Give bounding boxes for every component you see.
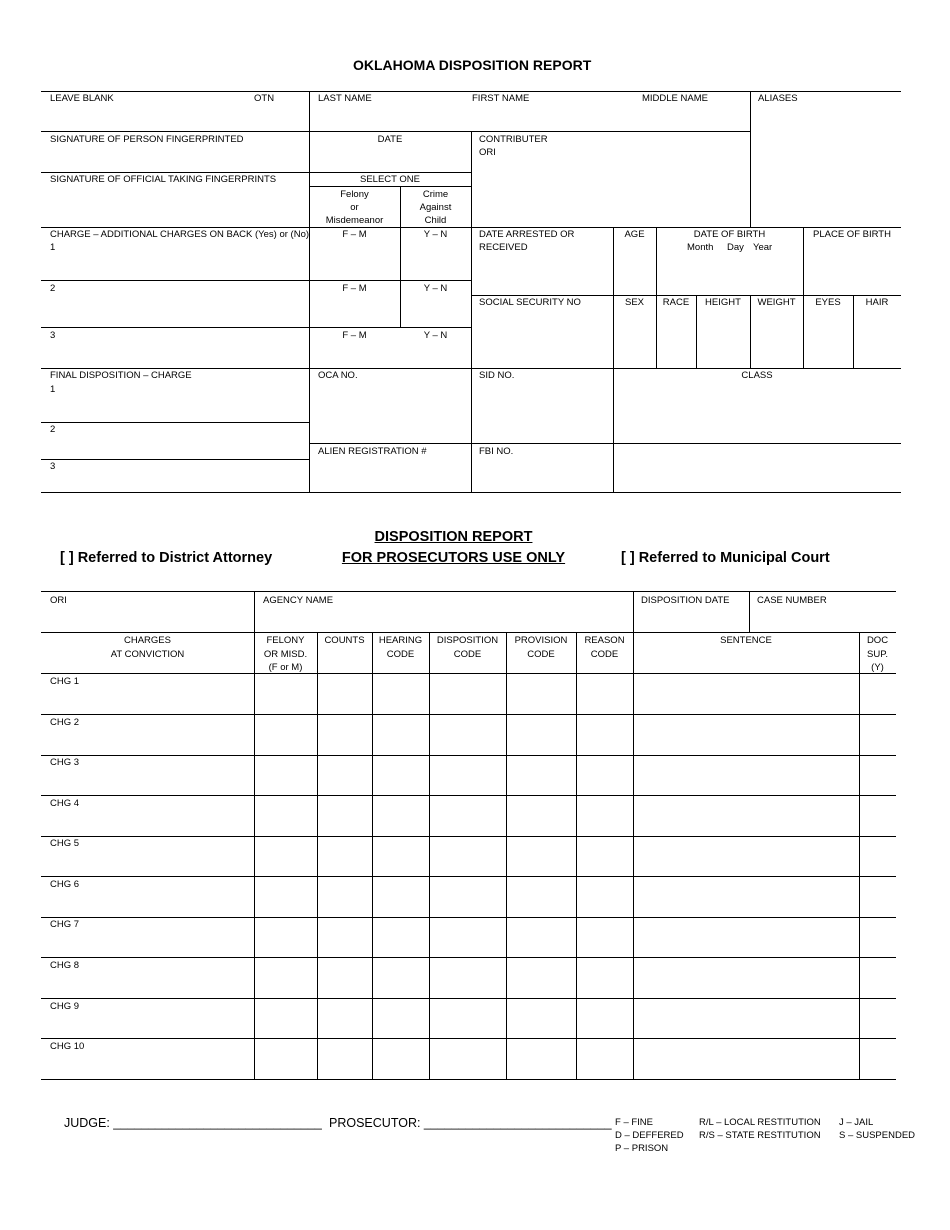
rule xyxy=(41,876,896,877)
dob-day-label: Day xyxy=(727,242,744,253)
charge-number: 3 xyxy=(50,330,56,341)
misdemeanor-label: Misdemeanor xyxy=(325,215,384,226)
table-row: CHG 4 xyxy=(50,798,80,809)
case-number-label: CASE NUMBER xyxy=(757,595,827,606)
rule xyxy=(429,632,430,1079)
at-conviction-header: AT CONVICTION xyxy=(110,649,185,660)
rule xyxy=(41,795,896,796)
rule xyxy=(41,957,896,958)
rule xyxy=(41,280,471,281)
table-row: CHG 8 xyxy=(50,960,80,971)
rule xyxy=(750,91,751,227)
rule xyxy=(859,632,860,1079)
sid-label: SID NO. xyxy=(479,370,515,381)
aliases-label: ALIASES xyxy=(758,93,798,104)
disposition-date-label: DISPOSITION DATE xyxy=(641,595,730,606)
doc-y-header: (Y) xyxy=(871,662,884,673)
date-label: DATE xyxy=(377,134,403,145)
table-row: CHG 7 xyxy=(50,919,80,930)
page-title: OKLAHOMA DISPOSITION REPORT xyxy=(353,57,592,73)
charges-header: CHARGES xyxy=(124,635,171,646)
crime-child-option: Y – N xyxy=(423,283,448,294)
table-row: CHG 5 xyxy=(50,838,80,849)
hearing-code-header: CODE xyxy=(386,649,415,660)
oca-label: OCA NO. xyxy=(318,370,358,381)
select-one-label: SELECT ONE xyxy=(359,174,420,185)
provision-code-header: CODE xyxy=(527,649,555,660)
rule xyxy=(41,917,896,918)
rule xyxy=(41,591,896,592)
crime-label: Crime xyxy=(422,189,449,200)
legend-deferred: D – DEFFERED xyxy=(615,1130,684,1141)
rule xyxy=(41,327,471,328)
rule xyxy=(613,227,614,492)
rule xyxy=(41,673,896,674)
rule xyxy=(372,632,373,1079)
reason-header: REASON xyxy=(584,635,625,646)
rule xyxy=(41,836,896,837)
disposition-code-header: CODE xyxy=(453,649,482,660)
weight-label: WEIGHT xyxy=(757,297,796,308)
legend-local-restitution: R/L – LOCAL RESTITUTION xyxy=(699,1117,821,1128)
dob-month-label: Month xyxy=(687,242,714,253)
prosecutors-heading: FOR PROSECUTORS USE ONLY xyxy=(341,550,566,566)
felony-misd-option: F – M xyxy=(342,283,367,294)
alien-registration-label: ALIEN REGISTRATION # xyxy=(318,446,427,457)
rule xyxy=(41,755,896,756)
disposition-number: 1 xyxy=(50,384,56,395)
rule xyxy=(309,186,471,187)
charge-number: 1 xyxy=(50,242,56,253)
felony-header: OR MISD. xyxy=(263,649,308,660)
felony-label: Felony xyxy=(340,189,369,200)
eyes-label: EYES xyxy=(815,297,841,308)
felony-header: FELONY xyxy=(266,635,305,646)
rule xyxy=(506,632,507,1079)
rule xyxy=(749,591,750,632)
doc-header: DOC xyxy=(866,635,889,646)
ori-label: ORI xyxy=(479,147,496,158)
rule xyxy=(41,492,901,493)
legend-prison: P – PRISON xyxy=(615,1143,669,1154)
class-label: CLASS xyxy=(741,370,773,381)
contributer-label: CONTRIBUTER xyxy=(479,134,548,145)
disposition-header: DISPOSITION xyxy=(436,635,499,646)
received-label: RECEIVED xyxy=(479,242,528,253)
date-arrested-label: DATE ARRESTED OR xyxy=(479,229,575,240)
otn-label: OTN xyxy=(254,93,275,104)
middle-name-label: MIDDLE NAME xyxy=(642,93,708,104)
last-name-label: LAST NAME xyxy=(318,93,372,104)
doc-sup-header: SUP. xyxy=(867,649,888,660)
disposition-number: 2 xyxy=(50,424,56,435)
sentence-header: SENTENCE xyxy=(720,635,772,646)
rule xyxy=(41,1038,896,1039)
ori-label: ORI xyxy=(50,595,67,606)
disposition-heading: DISPOSITION REPORT xyxy=(374,529,533,545)
rule xyxy=(41,714,896,715)
hair-label: HAIR xyxy=(865,297,889,308)
first-name-label: FIRST NAME xyxy=(472,93,530,104)
signature-fingerprinted-label: SIGNATURE OF PERSON FINGERPRINTED xyxy=(50,134,244,145)
rule xyxy=(41,632,896,633)
child-label: Child xyxy=(424,215,447,226)
legend-state-restitution: R/S – STATE RESTITUTION xyxy=(699,1130,821,1141)
height-label: HEIGHT xyxy=(705,297,741,308)
referred-district-attorney[interactable]: [ ] Referred to District Attorney xyxy=(60,550,273,566)
table-row: CHG 2 xyxy=(50,717,80,728)
rule xyxy=(309,443,901,444)
reason-code-header: CODE xyxy=(590,649,619,660)
agency-name-label: AGENCY NAME xyxy=(263,595,334,606)
felony-header: (F or M) xyxy=(268,662,303,673)
leave-blank-label: LEAVE BLANK xyxy=(50,93,114,104)
crime-child-option: Y – N xyxy=(423,229,448,240)
rule xyxy=(317,632,318,1079)
rule xyxy=(41,422,309,423)
counts-header: COUNTS xyxy=(324,635,365,646)
rule xyxy=(41,131,751,132)
rule xyxy=(41,459,309,460)
rule xyxy=(576,632,577,1079)
fbi-label: FBI NO. xyxy=(479,446,514,457)
signature-official-label: SIGNATURE OF OFFICIAL TAKING FINGERPRINTS xyxy=(50,174,277,185)
table-row: CHG 6 xyxy=(50,879,80,890)
ssn-label: SOCIAL SECURITY NO xyxy=(479,297,581,308)
rule xyxy=(41,998,896,999)
table-row: CHG 3 xyxy=(50,757,80,768)
rule xyxy=(41,1079,896,1080)
judge-signature-line[interactable]: JUDGE: ______________________________ xyxy=(64,1116,322,1130)
or-label: or xyxy=(350,202,359,213)
dob-year-label: Year xyxy=(753,242,773,253)
charge-number: 2 xyxy=(50,283,56,294)
race-label: RACE xyxy=(662,297,690,308)
crime-child-option: Y – N xyxy=(423,330,448,341)
final-disposition-label: FINAL DISPOSITION – CHARGE xyxy=(50,370,192,381)
disposition-number: 3 xyxy=(50,461,56,472)
prosecutor-signature-line[interactable]: PROSECUTOR: ___________________________ xyxy=(329,1116,612,1130)
felony-misd-option: F – M xyxy=(342,229,367,240)
rule xyxy=(633,591,634,1079)
sex-label: SEX xyxy=(624,297,644,308)
rule xyxy=(471,131,472,492)
legend-jail: J – JAIL xyxy=(839,1117,874,1128)
hearing-header: HEARING xyxy=(378,635,423,646)
felony-misd-option: F – M xyxy=(342,330,367,341)
provision-header: PROVISION xyxy=(514,635,568,646)
age-label: AGE xyxy=(624,229,645,240)
dob-label: DATE OF BIRTH xyxy=(693,229,766,240)
against-label: Against xyxy=(419,202,452,213)
referred-municipal-court[interactable]: [ ] Referred to Municipal Court xyxy=(621,550,830,566)
legend-suspended: S – SUSPENDED xyxy=(839,1130,916,1141)
table-row: CHG 1 xyxy=(50,676,80,687)
table-row: CHG 10 xyxy=(50,1041,85,1052)
charge-label: CHARGE – ADDITIONAL CHARGES ON BACK (Yes) or (No) xyxy=(50,229,310,240)
table-row: CHG 9 xyxy=(50,1001,80,1012)
place-of-birth-label: PLACE OF BIRTH xyxy=(813,229,891,240)
legend-fine: F – FINE xyxy=(615,1117,654,1128)
